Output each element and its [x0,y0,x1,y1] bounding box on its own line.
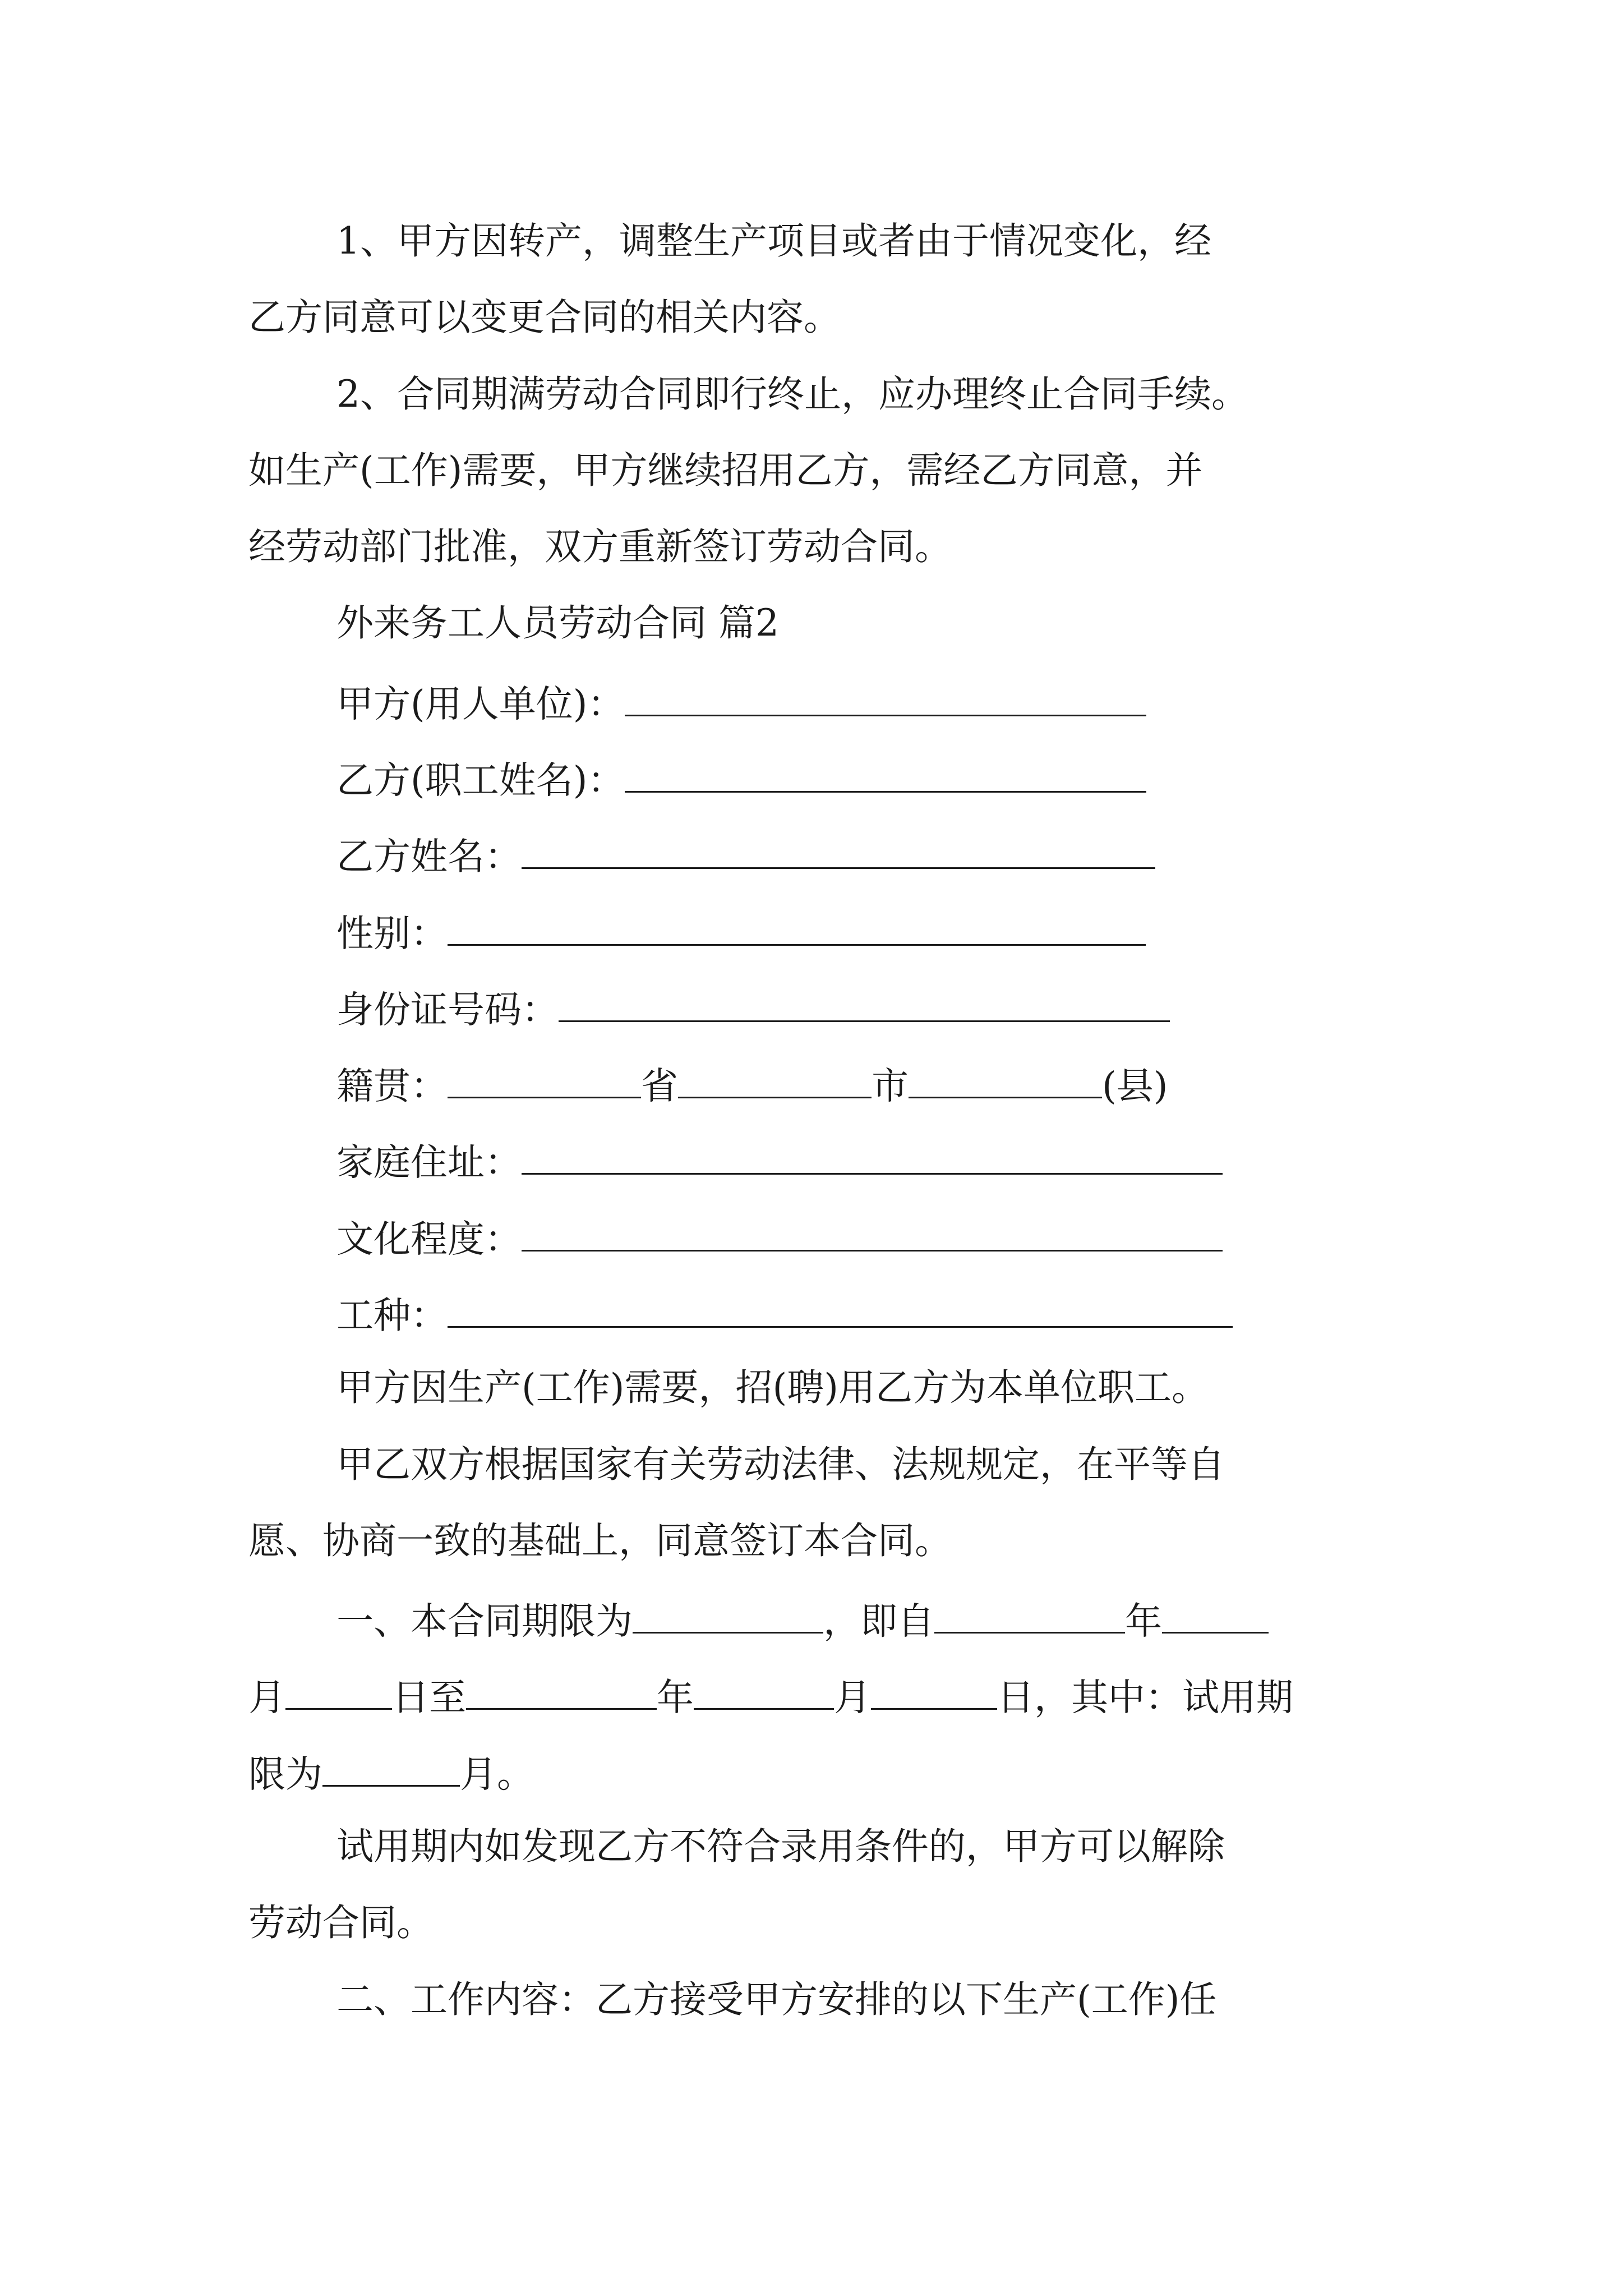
term-text-c: 年 [1125,1599,1162,1643]
term-text-f: 年 [657,1676,694,1719]
basis-line-2: 愿、协商一致的基础上，同意签订本合同。 [248,1519,952,1562]
field-address-blank [522,1140,1223,1175]
term-line-2 [248,1675,1293,1719]
term-duration-blank [633,1599,823,1634]
term-text-e: 日至 [392,1676,466,1719]
term-start-day-blank [285,1675,392,1710]
term-line-3 [248,1752,534,1796]
term-text-j: 月。 [460,1752,534,1796]
term-text-g: 月 [834,1676,871,1719]
field-employer-label: 甲方(用人单位)： [336,682,625,726]
probation-line-1: 试用期内如发现乙方不符合录用条件的，甲方可以解除 [336,1825,1225,1868]
field-native-label: 籍贯： [336,1064,448,1108]
field-education-label: 文化程度： [336,1217,522,1261]
field-native-place [336,1064,1168,1108]
field-education [336,1217,1223,1261]
section-title: 外来务工人员劳动合同 篇2 [336,601,779,645]
field-id [336,987,1170,1032]
term-text-h: 日，其中：试用期 [997,1676,1293,1719]
term-probation-blank [322,1752,460,1787]
term-start-year-blank [934,1599,1125,1634]
clause-1-line-1: 1、甲方因转产，调整生产项目或者由于情况变化，经 [336,219,1211,263]
term-text-i: 限为 [248,1752,322,1796]
field-name-blank [522,834,1155,869]
field-native-province-blank [448,1064,641,1098]
field-native-city-blank [678,1064,872,1098]
term-text-a: 一、本合同期限为 [336,1599,633,1643]
field-address [336,1140,1223,1184]
field-address-label: 家庭住址： [336,1140,522,1184]
field-trade-blank [448,1293,1233,1328]
term-text-d: 月 [248,1676,285,1719]
field-trade [336,1293,1233,1337]
term-line-1 [336,1599,1269,1643]
term-end-month-blank [694,1675,834,1710]
term-text-b: ，即自 [823,1599,934,1643]
term-end-year-blank [466,1675,657,1710]
field-id-blank [559,987,1170,1022]
clause-1-line-2: 乙方同意可以变更合同的相关内容。 [248,296,841,339]
probation-line-2: 劳动合同。 [248,1901,434,1944]
work-content-line-1: 二、工作内容：乙方接受甲方安排的以下生产(工作)任 [336,1978,1217,2021]
field-native-city: 市 [872,1064,909,1108]
clause-2-line-3: 经劳动部门批准，双方重新签订劳动合同。 [248,525,952,568]
term-start-month-blank [1162,1599,1269,1634]
field-name-label: 乙方姓名： [336,835,522,878]
basis-line-1: 甲乙双方根据国家有关劳动法律、法规规定，在平等自 [336,1443,1225,1486]
field-native-county: (县) [1102,1064,1168,1108]
field-native-province: 省 [641,1064,678,1108]
field-trade-label: 工种： [336,1294,448,1337]
field-name [336,834,1155,878]
field-employer [336,682,1146,726]
field-employee-blank [625,758,1146,793]
field-gender [336,911,1146,955]
term-end-day-blank [871,1675,997,1710]
field-gender-label: 性别： [336,912,448,955]
clause-2-line-1: 2、合同期满劳动合同即行终止，应办理终止合同手续。 [336,372,1248,416]
field-employee-label: 乙方(职工姓名)： [336,758,625,802]
field-employee [336,758,1146,802]
field-native-county-blank [909,1064,1102,1098]
field-education-blank [522,1217,1223,1251]
field-employer-blank [625,682,1146,716]
field-id-label: 身份证号码： [336,988,559,1032]
field-gender-blank [448,911,1146,946]
intro-paragraph: 甲方因生产(工作)需要，招(聘)用乙方为本单位职工。 [336,1366,1209,1409]
clause-2-line-2: 如生产(工作)需要，甲方继续招用乙方，需经乙方同意，并 [248,449,1203,492]
